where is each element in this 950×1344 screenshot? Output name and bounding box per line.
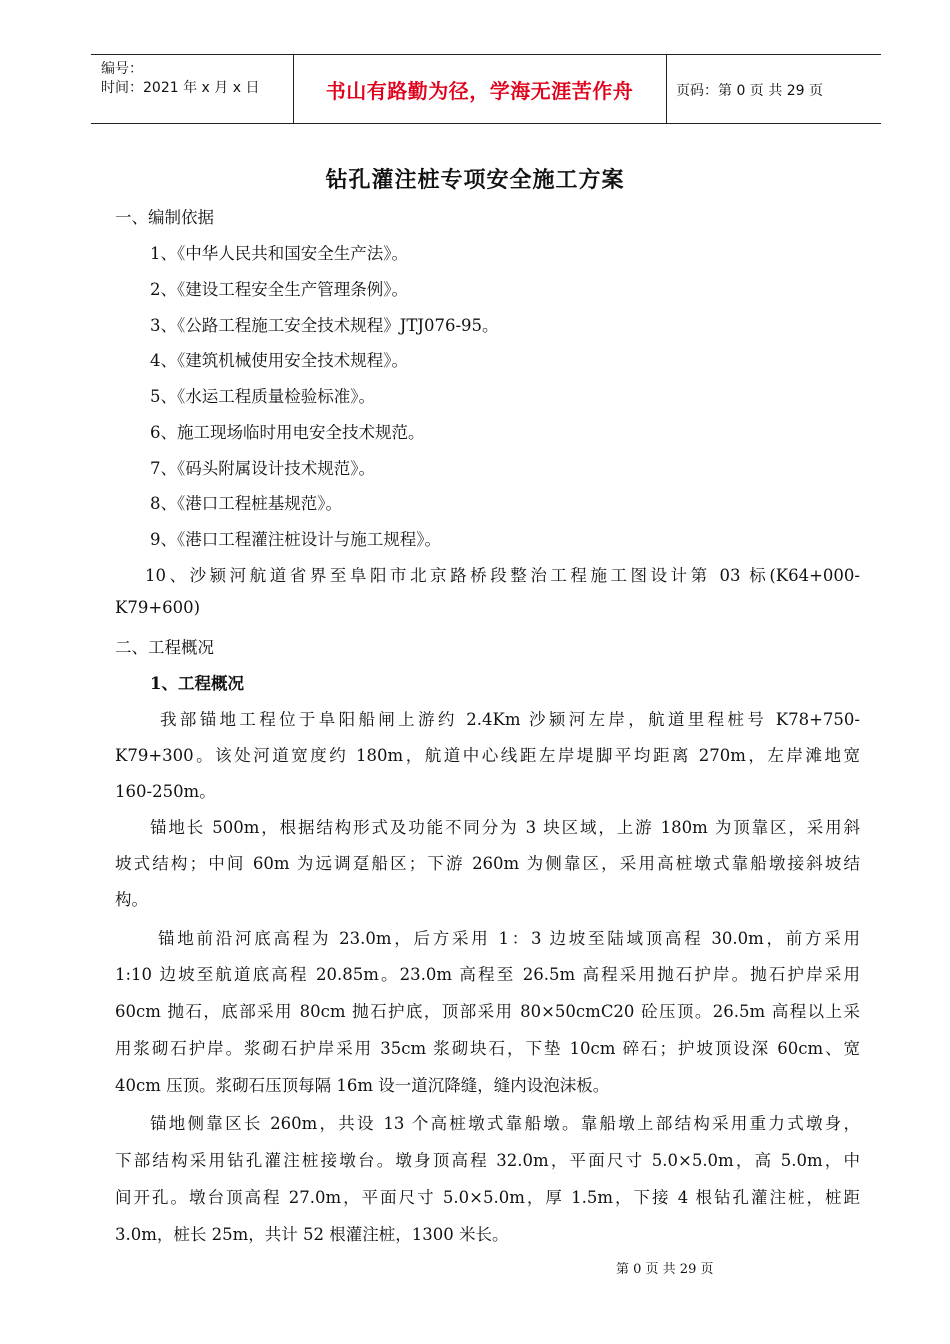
paragraph-line: 3.0m，桩长 25m，共计 52 根灌注桩，1300 米长。 xyxy=(115,1225,509,1244)
paragraph-line: 用浆砌石护岸。浆砌石护岸采用 35cm 浆砌块石，下垫 10cm 碎石；护坡顶设深 60cm、宽 xyxy=(115,1039,860,1058)
paragraph-line: 40cm 压顶。浆砌石压顶每隔 16m 设一道沉降缝，缝内设泡沫板。 xyxy=(115,1076,610,1095)
header-left-cell xyxy=(91,55,294,123)
header-right-cell xyxy=(666,55,881,123)
page-header xyxy=(91,54,881,124)
header-motto: 书山有路勤为径，学海无涯苦作舟 xyxy=(325,79,634,103)
paragraph-line: 锚地长 500m，根据结构形式及功能不同分为 3 块区域，上游 180m 为顶靠区，采用斜 xyxy=(150,818,860,837)
section-heading-basis: 一、编制依据 xyxy=(115,208,214,227)
basis-item-10: 10、沙颍河航道省界至阜阳市北京路桥段整治工程施工图设计第 03 标(K64+000- xyxy=(145,566,860,585)
basis-item: 2、《建设工程安全生产管理条例》。 xyxy=(150,280,408,299)
paragraph-line: 锚地前沿河底高程为 23.0m，后方采用 1：3 边坡至陆域顶高程 30.0m，前方采用 xyxy=(158,929,860,948)
paragraph-line: 160-250m。 xyxy=(115,782,216,801)
basis-item: 7、《码头附属设计技术规范》。 xyxy=(150,459,375,478)
paragraph-line: 我部锚地工程位于阜阳船闸上游约 2.4Km 沙颍河左岸，航道里程桩号 K78+750- xyxy=(160,710,860,729)
header-motto-cell xyxy=(293,55,667,123)
paragraph-line: 1:10 边坡至航道底高程 20.85m。23.0m 高程至 26.5m 高程采用抛石护岸。抛石护岸采用 xyxy=(115,965,860,984)
section-heading-overview: 二、工程概况 xyxy=(115,638,214,657)
basis-item: 6、施工现场临时用电安全技术规范。 xyxy=(150,423,425,442)
basis-item-10-continued: K79+600) xyxy=(115,598,201,617)
header-page-label: 页码：第 0 页 共 29 页 xyxy=(676,83,823,99)
basis-item: 5、《水运工程质量检验标准》。 xyxy=(150,387,375,406)
basis-item: 4、《建筑机械使用安全技术规程》。 xyxy=(150,351,408,370)
document-time-label: 时间：2021 年 x 月 x 日 xyxy=(101,80,260,96)
paragraph-line: K79+300。该处河道宽度约 180m，航道中心线距左岸堤脚平均距离 270m，左岸滩地宽 xyxy=(115,746,860,765)
paragraph-line: 间开孔。墩台顶高程 27.0m，平面尺寸 5.0×5.0m，厚 1.5m，下接 4 根钻孔灌注桩，桩距 xyxy=(115,1188,860,1207)
paragraph-line: 锚地侧靠区长 260m，共设 13 个高桩墩式靠船墩。靠船墩上部结构采用重力式墩身， xyxy=(150,1114,860,1133)
paragraph-line: 60cm 抛石，底部采用 80cm 抛石护底，顶部采用 80×50cmC20 砼压顶。26.5m 高程以上采 xyxy=(115,1002,860,1021)
subsection-heading-overview: 1、工程概况 xyxy=(150,674,244,693)
page-footer: 第 0 页 共 29 页 xyxy=(616,1262,714,1277)
basis-item: 1、《中华人民共和国安全生产法》。 xyxy=(150,244,408,263)
paragraph-line: 坡式结构；中间 60m 为远调趸船区；下游 260m 为侧靠区，采用高桩墩式靠船墩接斜坡结 xyxy=(115,854,860,873)
document-title: 钻孔灌注桩专项安全施工方案 xyxy=(325,167,625,193)
basis-item: 9、《港口工程灌注桩设计与施工规程》。 xyxy=(150,530,441,549)
paragraph-line: 下部结构采用钻孔灌注桩接墩台。墩身顶高程 32.0m，平面尺寸 5.0×5.0m，高 5.0m，中 xyxy=(115,1151,860,1170)
document-number-label: 编号： xyxy=(101,61,143,77)
basis-item: 8、《港口工程桩基规范》。 xyxy=(150,494,342,513)
paragraph-line: 构。 xyxy=(115,890,148,909)
basis-item: 3、《公路工程施工安全技术规程》JTJ076-95。 xyxy=(150,316,499,335)
